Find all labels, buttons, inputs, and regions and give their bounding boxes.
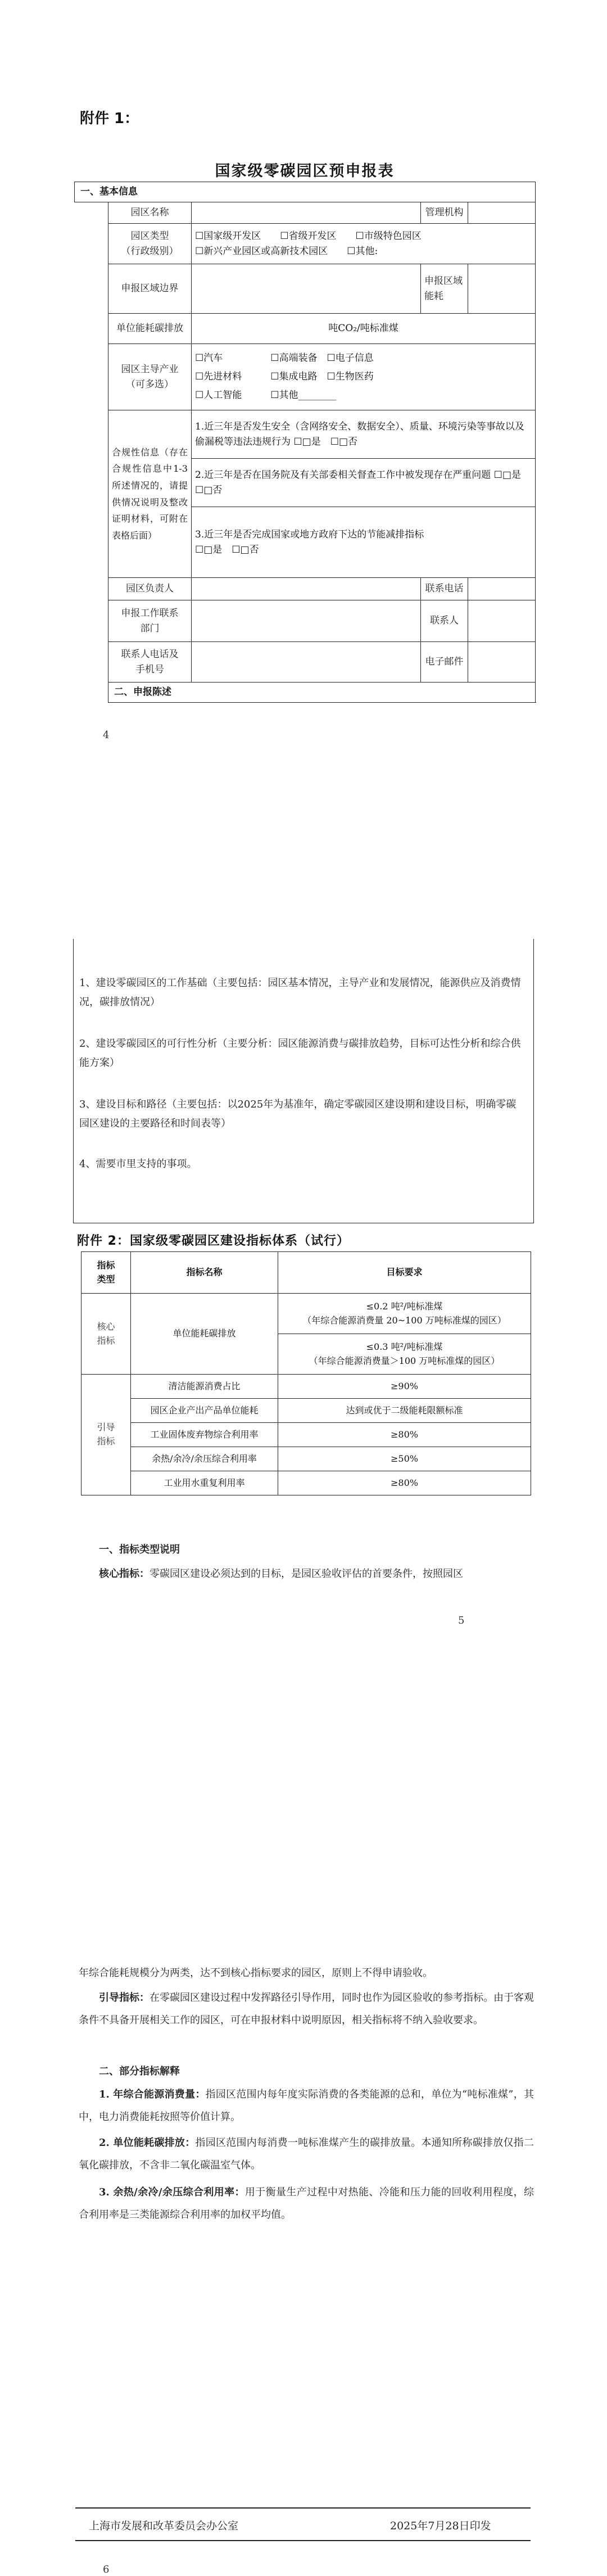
- exp3-lead: 3. 余热/余冷/余压综合利用率：: [99, 2186, 245, 2198]
- contact-phone-field[interactable]: [192, 642, 421, 683]
- exp2-text: 指园区范围内每消费一吨标准煤产生的碳排放量。本通知所称碳排放仅指二氧化碳排放，不含非二氧化碳温室气体。: [79, 2137, 534, 2171]
- park-name-label: 园区名称: [108, 202, 192, 224]
- core-name: 单位能耗碳排放: [131, 1294, 278, 1375]
- page-number: 5: [458, 1615, 465, 1626]
- explanation-3: [79, 2181, 534, 2226]
- footer-office: 上海市发展和改革委员会办公室: [89, 2520, 239, 2532]
- header-type: 指标 类型: [81, 1252, 131, 1294]
- guide-explanation: [79, 1987, 534, 2032]
- statement-1: 1、建设零碳园区的工作基础（主要包括：园区基本情况，主导产业和发展情况，能源供应及消费情况，碳排放情况）: [79, 977, 521, 1008]
- contact-phone-label: 联系人电话及 手机号: [108, 642, 192, 683]
- page-number: 6: [103, 2564, 110, 2575]
- guide-name: 工业固体废弃物综合利用率: [131, 1423, 278, 1447]
- footer-date: 2025年7月28日印发: [390, 2520, 491, 2532]
- attachment1-label: 附件 1：: [80, 110, 139, 127]
- guide-name: 园区企业产出产品单位能耗: [131, 1399, 278, 1423]
- explanation-1: [79, 2084, 534, 2128]
- energy-use-field[interactable]: [468, 264, 536, 314]
- notes-heading-1: 一、指标类型说明: [99, 1544, 180, 1556]
- statement-2: 2、建设零碳园区的可行性分析（主要分析：园区能源消费与碳排放趋势，目标可达性分析和综合供能方案）: [79, 1038, 521, 1069]
- guide-target: ≥90%: [278, 1375, 531, 1399]
- statement-box: [73, 939, 534, 1223]
- core-target-1: ≤0.2 吨²/吨标准煤 （年综合能源消费量 20~100 万吨标准煤的园区）: [278, 1294, 531, 1334]
- exp1-lead: 1. 年综合能源消费量：: [99, 2089, 206, 2100]
- park-name-field[interactable]: [192, 202, 421, 224]
- guide-type: 引导 指标: [81, 1375, 131, 1495]
- exp2-lead: 2. 单位能耗碳排放：: [99, 2137, 196, 2149]
- email-field[interactable]: [468, 642, 536, 683]
- core-text-b: 年综合能耗规模分为两类，达不到核心指标要求的园区，原则上不得申请验收。: [79, 1967, 433, 1979]
- dept-label: 申报工作联系 部门: [108, 600, 192, 642]
- contact-field[interactable]: [468, 600, 536, 642]
- compliance-item-2[interactable]: 2.近三年是否在国务院及有关部委相关督查工作中被发现存在严重问题 ☐□是 ☐□否: [192, 459, 536, 507]
- guide-name: 清洁能源消费占比: [131, 1375, 278, 1399]
- mgmt-label: 管理机构: [421, 202, 468, 224]
- form-title: 国家级零碳园区预申报表: [215, 162, 395, 180]
- park-type-label: 园区类型 （行政级别）: [108, 224, 192, 264]
- mgmt-field[interactable]: [468, 202, 536, 224]
- section-basic-info: 一、基本信息: [75, 182, 536, 202]
- footer-rule-top: [75, 2507, 531, 2509]
- guide-name: 余热/余冷/余压综合利用率: [131, 1447, 278, 1471]
- guide-name: 工业用水重复利用率: [131, 1471, 278, 1495]
- manager-label: 园区负责人: [108, 578, 192, 600]
- footer-rule-bottom: [75, 2540, 531, 2541]
- boundary-label: 申报区域边界: [108, 264, 192, 314]
- guide-target: 达到或优于二级能耗限额标准: [278, 1399, 531, 1423]
- statement-4: 4、需要市里支持的事项。: [79, 1158, 197, 1170]
- section-statement: 二、申报陈述: [108, 683, 536, 703]
- email-label: 电子邮件: [421, 642, 468, 683]
- indicator-table: [81, 1251, 531, 1495]
- core-target-2: ≤0.3 吨²/吨标准煤 （年综合能源消费量＞100 万吨标准煤的园区）: [278, 1334, 531, 1375]
- notes-heading-2: 二、部分指标解释: [99, 2066, 180, 2077]
- unit-carbon-value[interactable]: 吨CO₂/吨标准煤: [192, 314, 536, 344]
- header-name: 指标名称: [131, 1252, 278, 1294]
- core-lead: 核心指标：: [99, 1568, 150, 1580]
- pre-application-form: [74, 182, 536, 703]
- phone-field[interactable]: [468, 578, 536, 600]
- contact-label: 联系人: [421, 600, 468, 642]
- exp3-text: 用于衡量生产过程中对热能、冷能和压力能的回收利用程度，综合利用率是三类能源综合利用率的加权平均值。: [79, 2186, 534, 2221]
- industry-label: 园区主导产业 （可多选）: [108, 344, 192, 410]
- compliance-item-1[interactable]: 1.近三年是否发生安全（含网络安全、数据安全）、质量、环境污染等事故以及偷漏税等违法违规行为 ☐□是 ☐□否: [192, 410, 536, 459]
- statement-3: 3、建设目标和路径（主要包括：以2025年为基准年，确定零碳园区建设期和建设目标，明确零碳园区建设的主要路径和时间表等）: [79, 1099, 517, 1129]
- boundary-field[interactable]: [192, 264, 421, 314]
- guide-lead: 引导指标：: [99, 1992, 150, 2004]
- guide-target: ≥80%: [278, 1471, 531, 1495]
- exp1-text: 指园区范围内每年度实际消费的各类能源的总和，单位为“吨标准煤”，其中，电力消费能耗按照等价值计算。: [79, 2089, 534, 2123]
- attachment2-title: 附件 2：国家级零碳园区建设指标体系（试行）: [77, 1234, 350, 1248]
- unit-carbon-label: 单位能耗碳排放: [108, 314, 192, 344]
- dept-field[interactable]: [192, 600, 421, 642]
- guide-target: ≥50%: [278, 1447, 531, 1471]
- page-number: 4: [103, 729, 110, 741]
- guide-text: 在零碳园区建设过程中发挥路径引导作用，同时也作为园区验收的参考指标。由于客观条件不具备开展相关工作的园区，可在申报材料中说明原因，相关指标将不纳入验收要求。: [79, 1992, 534, 2026]
- core-text-a: 零碳园区建设必须达到的目标，是园区验收评估的首要条件，按照园区: [150, 1568, 463, 1580]
- park-type-options[interactable]: ☐国家级开发区 ☐省级开发区 ☐市级特色园区 ☐新兴产业园区或高新技术园区 ☐其他:: [192, 224, 536, 264]
- compliance-label: 合规性信息（存在合规性信息中1-3所述情况的，请提供情况说明及整改证明材料，可附在表格后面）: [108, 410, 192, 578]
- core-explanation-a: [79, 1563, 534, 1585]
- guide-target: ≥80%: [278, 1423, 531, 1447]
- industry-options[interactable]: ☐汽车 ☐高端装备 ☐电子信息 ☐先进材料 ☐集成电路 ☐生物医药 ☐人工智能 ☐其他________: [192, 344, 536, 410]
- manager-field[interactable]: [192, 578, 421, 600]
- explanation-2: [79, 2132, 534, 2177]
- core-type: 核心 指标: [81, 1294, 131, 1375]
- compliance-item-3[interactable]: 3.近三年是否完成国家或地方政府下达的节能减排指标 ☐□是 ☐□否: [192, 507, 536, 578]
- header-target: 目标要求: [278, 1252, 531, 1294]
- energy-use-label: 申报区域 能耗: [421, 264, 468, 314]
- phone-label: 联系电话: [421, 578, 468, 600]
